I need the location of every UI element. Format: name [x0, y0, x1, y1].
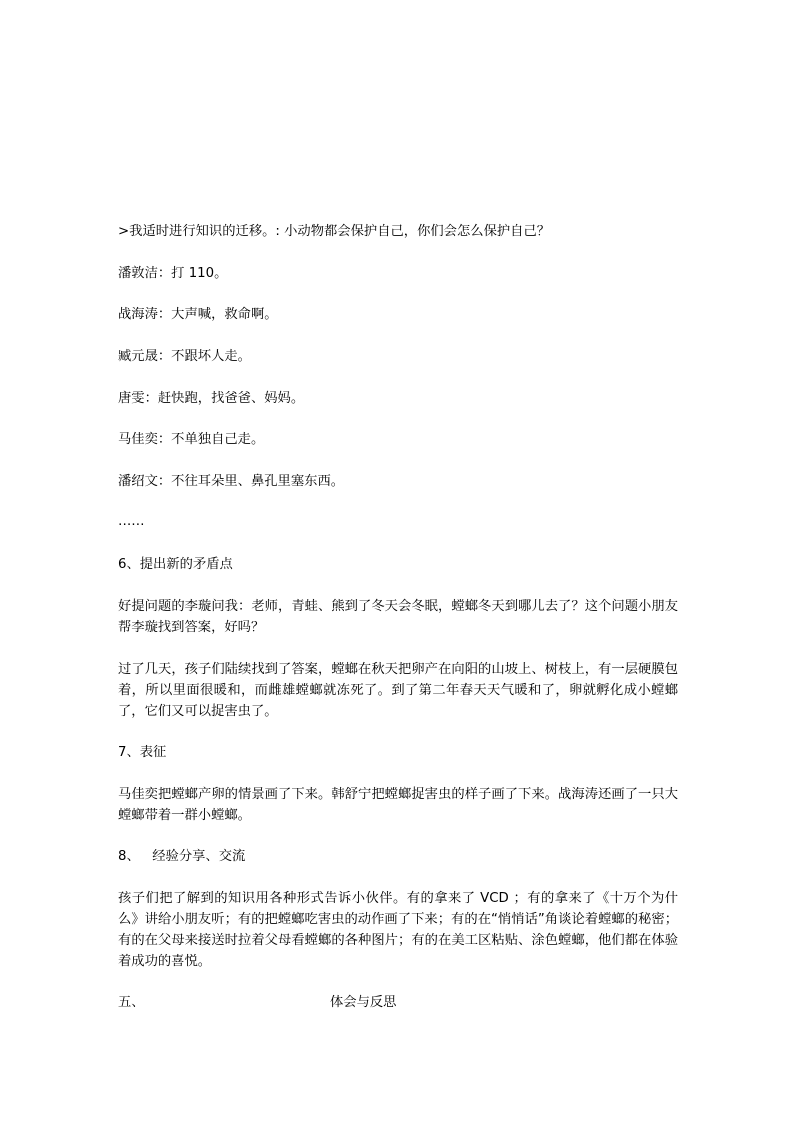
section-8-heading	[118, 846, 678, 867]
section-7-paragraph: 马佳奕把螳螂产卵的情景画了下来。韩舒宁把螳螂捉害虫的样子画了下来。战海涛还画了一只大螳螂带着一群小螳螂。	[118, 787, 678, 823]
section-6-title: 6、提出新的矛盾点	[118, 557, 233, 572]
answer-4: 唐雯：赶快跑，找爸爸、妈妈。	[118, 391, 305, 406]
section-6-paragraph-2: 过了几天，孩子们陆续找到了答案，螳螂在秋天把卵产在向阳的山坡上、树枝上，有一层硬膜包着，所以里面很暖和，而雌雄螳螂就冻死了。到了第二年春天天气暖和了，卵就孵化成小螳螂了，它们又可以捉害虫了。	[118, 662, 678, 719]
answer-2: 战海涛：大声喊，救命啊。	[118, 307, 278, 322]
answer-6: 潘绍文：不往耳朵里、鼻孔里塞东西。	[118, 474, 345, 489]
answer-1: 潘敦洁：打 110。	[118, 266, 228, 281]
section-8-title: 经验分享、交流	[152, 849, 246, 864]
ellipsis: ……	[118, 514, 145, 529]
section-5-number: 五、	[118, 995, 145, 1010]
section-8-number: 8、	[118, 849, 140, 864]
section-8-paragraph: 孩子们把了解到的知识用各种形式告诉小伙伴。有的拿来了 VCD ；有的拿来了《十万个为什么》讲给小朋友听；有的把螳螂吃害虫的动作画了下来；有的在“悄悄话”角谈论着螳螂的秘密；有的在父母来接送时拉着父母看螳螂的各种图片；有的在美工区粘贴、涂色螳螂，他们都在体验着成功的喜悦。	[118, 891, 678, 969]
section-7-title: 7、表征	[118, 745, 167, 760]
section-6-paragraph-1: 好提问题的李璇问我：老师，青蛙、熊到了冬天会冬眠，螳螂冬天到哪儿去了？这个问题小朋友帮李璇找到答案，好吗？	[118, 599, 678, 635]
section-5-title: 体会与反思	[330, 995, 397, 1010]
answer-5: 马佳奕：不单独自己走。	[118, 432, 265, 447]
answer-3: 臧元晟：不跟坏人走。	[118, 349, 251, 364]
intro-question: >我适时进行知识的迁移。: 小动物都会保护自己，你们会怎么保护自己？	[118, 224, 551, 239]
